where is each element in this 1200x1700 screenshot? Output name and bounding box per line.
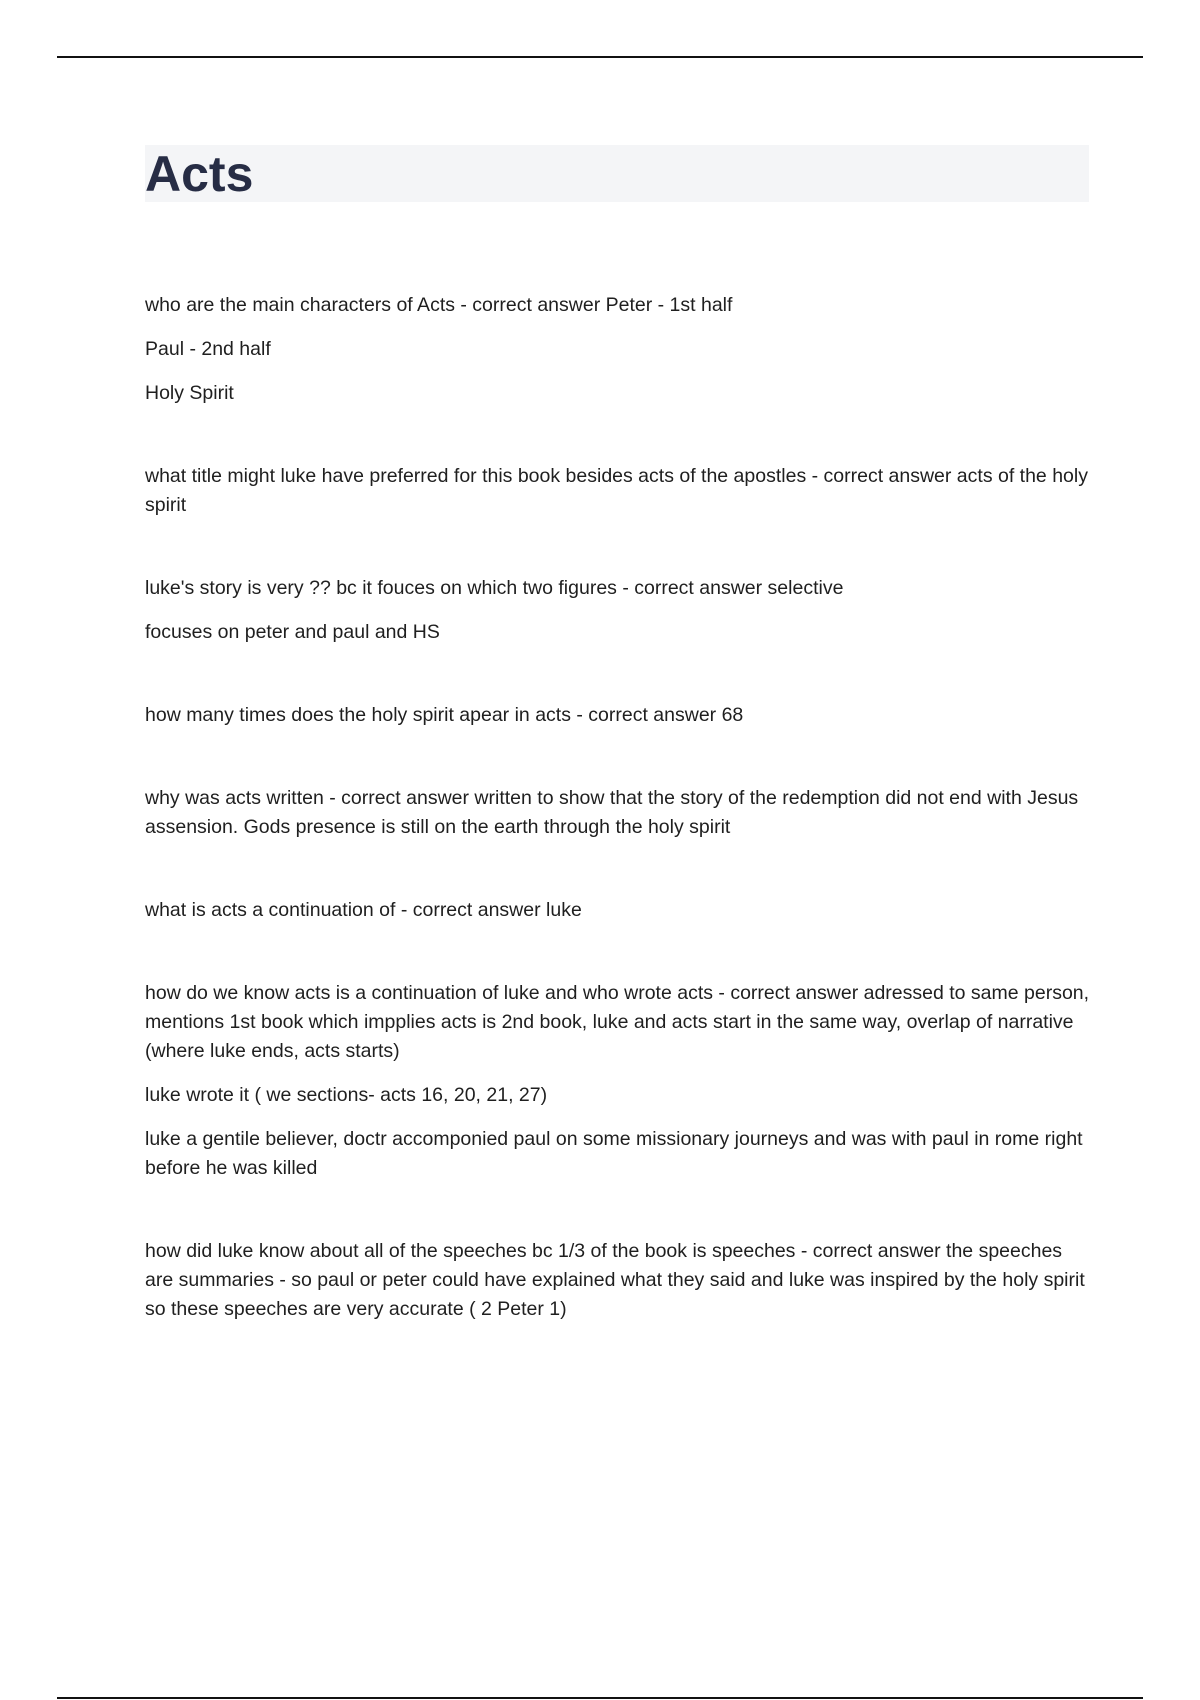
- qa-paragraph: Holy Spirit: [145, 382, 234, 404]
- qa-paragraph: how do we know acts is a continuation of luke and who wrote acts - correct answer adressed to same person, mentions 1st book which impplies acts is 2nd book, luke and acts start in the same way, overlap of narrative (where luke ends, acts starts): [145, 982, 1090, 1062]
- bottom-rule: [57, 1697, 1143, 1699]
- qa-paragraph: luke a gentile believer, doctr accomponied paul on some missionary journeys and was with paul in rome right before he was killed: [145, 1128, 1083, 1179]
- qa-paragraph: why was acts written - correct answer written to show that the story of the redemption did not end with Jesus assension. Gods presence is still on the earth through the holy spirit: [145, 787, 1079, 838]
- qa-entry: [145, 979, 1090, 1183]
- qa-paragraph: Paul - 2nd half: [145, 338, 271, 360]
- qa-paragraph: what title might luke have preferred for this book besides acts of the apostles - correct answer acts of the holy spirit: [145, 465, 1088, 516]
- qa-paragraph: luke's story is very ?? bc it fouces on which two figures - correct answer selective: [145, 577, 844, 599]
- qa-paragraph: who are the main characters of Acts - correct answer Peter - 1st half: [145, 294, 733, 316]
- qa-paragraph: how did luke know about all of the speeches bc 1/3 of the book is speeches - correct answer the speeches are summaries - so paul or peter could have explained what they said and luke was inspired by the holy spirit so these speeches are very accurate ( 2 Peter 1): [145, 1240, 1085, 1320]
- qa-paragraph: what is acts a continuation of - correct answer luke: [145, 899, 582, 921]
- qa-entry: [145, 896, 1090, 925]
- qa-entry: [145, 1237, 1090, 1324]
- qa-entry: [145, 291, 1090, 408]
- qa-entry: [145, 574, 1090, 647]
- top-rule: [57, 56, 1143, 58]
- qa-paragraph: luke wrote it ( we sections- acts 16, 20, 21, 27): [145, 1084, 548, 1106]
- qa-entry: [145, 784, 1090, 842]
- qa-entry: [145, 462, 1090, 520]
- qa-paragraph: how many times does the holy spirit apear in acts - correct answer 68: [145, 704, 744, 726]
- flashcard-list: [145, 291, 1090, 1378]
- title-banner: [145, 145, 1089, 202]
- qa-entry: [145, 701, 1090, 730]
- qa-paragraph: focuses on peter and paul and HS: [145, 621, 440, 643]
- page-title: Acts: [145, 146, 254, 202]
